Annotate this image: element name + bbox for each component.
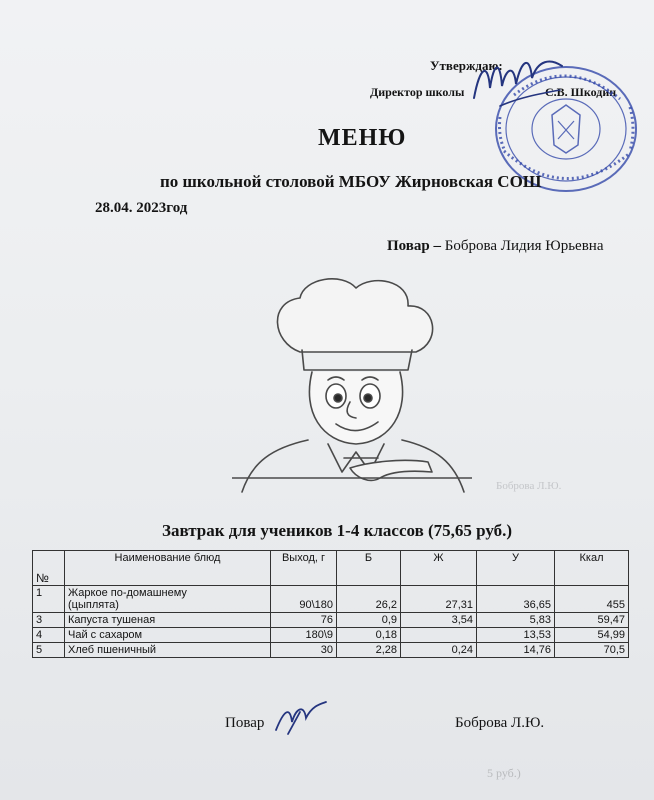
header-kcal: Ккал bbox=[555, 551, 629, 586]
row-protein: 0,9 bbox=[337, 613, 401, 628]
row-yield: 180\9 bbox=[271, 628, 337, 643]
row-dish: Капуста тушеная bbox=[65, 613, 271, 628]
row-number: 1 bbox=[33, 586, 65, 613]
row-yield: 90\180 bbox=[271, 586, 337, 613]
row-number: 3 bbox=[33, 613, 65, 628]
row-number: 5 bbox=[33, 643, 65, 658]
cook-label: Повар – bbox=[387, 238, 441, 254]
cook-line bbox=[387, 238, 603, 255]
row-dish bbox=[65, 586, 271, 613]
row-yield: 76 bbox=[271, 613, 337, 628]
table-row bbox=[33, 613, 629, 628]
row-carbs: 36,65 bbox=[477, 586, 555, 613]
row-yield: 30 bbox=[271, 643, 337, 658]
chef-illustration-icon bbox=[232, 272, 472, 494]
header-dish: Наименование блюд bbox=[65, 551, 271, 586]
meal-title: Завтрак для учеников 1-4 классов (75,65 руб.) bbox=[162, 521, 513, 540]
menu-date: 28.04. 2023год bbox=[95, 200, 188, 216]
row-carbs: 5,83 bbox=[477, 613, 555, 628]
row-fat: 27,31 bbox=[401, 586, 477, 613]
menu-table bbox=[32, 550, 629, 658]
cook-name: Боброва Лидия Юрьевна bbox=[444, 238, 604, 254]
approval-heading: Утверждаю: bbox=[430, 58, 503, 73]
page-title: МЕНЮ bbox=[318, 125, 407, 151]
director-signature-icon bbox=[470, 48, 565, 113]
page-subtitle: по школьной столовой МБОУ Жирновская СОШ bbox=[160, 172, 542, 191]
signature-name: Боброва Л.Ю. bbox=[455, 715, 545, 731]
faint-bleed-text: Боброва Л.Ю. bbox=[496, 480, 562, 492]
row-fat: 0,24 bbox=[401, 643, 477, 658]
table-row bbox=[33, 628, 629, 643]
dish-line: (цыплята) bbox=[68, 599, 119, 611]
row-carbs: 13,53 bbox=[477, 628, 555, 643]
header-fat: Ж bbox=[401, 551, 477, 586]
header-protein: Б bbox=[337, 551, 401, 586]
row-kcal: 59,47 bbox=[555, 613, 629, 628]
row-kcal: 54,99 bbox=[555, 628, 629, 643]
table-header-row bbox=[33, 551, 629, 586]
row-protein: 2,28 bbox=[337, 643, 401, 658]
row-kcal: 455 bbox=[555, 586, 629, 613]
faint-bleed-price: 5 руб.) bbox=[487, 766, 521, 780]
row-number: 4 bbox=[33, 628, 65, 643]
row-kcal: 70,5 bbox=[555, 643, 629, 658]
row-dish: Чай с сахаром bbox=[65, 628, 271, 643]
dish-line: Жаркое по-домашнему bbox=[68, 587, 187, 599]
header-yield: Выход, г bbox=[271, 551, 337, 586]
header-carbs: У bbox=[477, 551, 555, 586]
signature-label: Повар bbox=[225, 715, 265, 731]
header-number: № bbox=[33, 551, 65, 586]
cook-signature-icon bbox=[270, 698, 330, 738]
approval-position: Директор школы bbox=[370, 85, 465, 99]
row-protein: 26,2 bbox=[337, 586, 401, 613]
row-dish: Хлеб пшеничный bbox=[65, 643, 271, 658]
row-fat: 3,54 bbox=[401, 613, 477, 628]
row-carbs: 14,76 bbox=[477, 643, 555, 658]
row-fat bbox=[401, 628, 477, 643]
row-protein: 0,18 bbox=[337, 628, 401, 643]
approval-name: С.В. Шкодин bbox=[545, 85, 617, 99]
table-row bbox=[33, 643, 629, 658]
table-row bbox=[33, 586, 629, 613]
